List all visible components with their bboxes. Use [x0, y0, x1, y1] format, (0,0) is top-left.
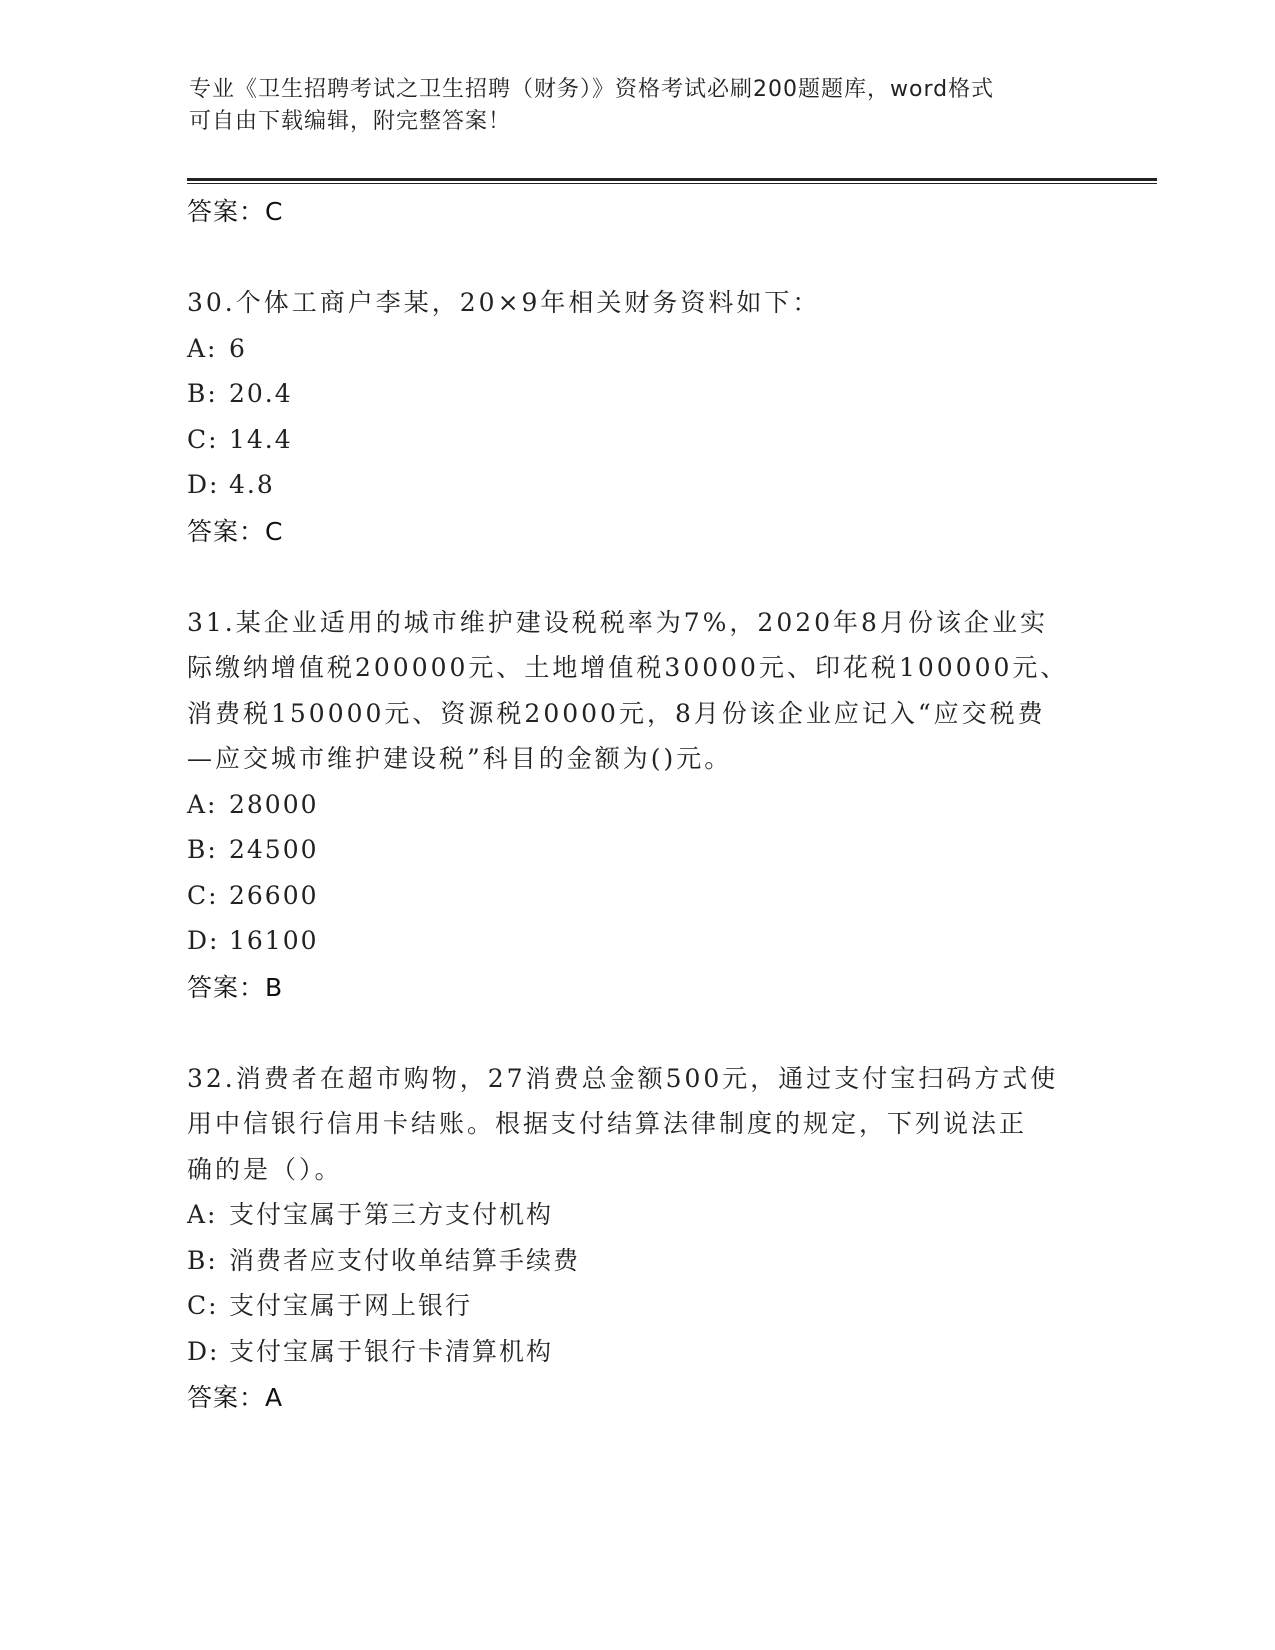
option-text: 6 [229, 333, 247, 363]
question-stem-line: 31.某企业适用的城市维护建设税税率为7%，2020年8月份该企业实 [187, 607, 1048, 637]
question-block [187, 280, 1087, 556]
option-c [187, 417, 1087, 463]
question-stem-line: —应交城市维护建设税”科目的金额为()元。 [187, 744, 733, 773]
option-d [187, 462, 1087, 508]
previous-answer: 答案：C [187, 197, 284, 226]
document-header [189, 74, 1089, 138]
option-key: A: [187, 1200, 218, 1229]
option-key: D: [187, 926, 220, 955]
option-key: A: [187, 789, 218, 819]
option-c [187, 873, 1087, 919]
document-body [187, 188, 1087, 1422]
question-stem-line: 际缴纳增值税200000元、土地增值税30000元、印花税100000元、 [187, 653, 1069, 682]
question-stem-line: 30.个体工商户李某，20×9年相关财务资料如下： [187, 288, 821, 317]
option-text: 26600 [229, 880, 319, 910]
option-key: B: [187, 379, 218, 408]
option-text: 20.4 [229, 379, 293, 408]
option-text: 支付宝属于第三方支付机构 [229, 1200, 554, 1229]
question-stem-line: 确的是（）。 [187, 1154, 343, 1184]
question-block [187, 600, 1087, 1012]
option-b [187, 1238, 1087, 1284]
option-b [187, 371, 1087, 417]
option-d [187, 918, 1087, 964]
question-stem-line: 用中信银行信用卡结账。根据支付结算法律制度的规定，下列说法正 [187, 1109, 1028, 1138]
question-stem [187, 600, 1087, 782]
option-key: C: [187, 880, 219, 910]
option-key: B: [187, 835, 218, 864]
question-stem-line: 32.消费者在超市购物，27消费总金额500元，通过支付宝扫码方式使 [187, 1063, 1059, 1093]
option-c [187, 1283, 1087, 1329]
option-key: C: [187, 1291, 219, 1320]
header-rule-thick [187, 178, 1157, 181]
option-a [187, 1192, 1087, 1238]
option-text: 消费者应支付收单结算手续费 [229, 1245, 581, 1275]
option-text: 4.8 [229, 470, 275, 499]
question-answer: 答案：C [187, 516, 284, 546]
option-text: 24500 [229, 835, 319, 864]
option-key: D: [187, 1336, 220, 1366]
option-key: D: [187, 470, 220, 499]
spacer [187, 556, 1087, 600]
question-answer: 答案：A [187, 1383, 284, 1412]
option-a [187, 782, 1087, 828]
question-stem [187, 1056, 1087, 1193]
option-text: 支付宝属于网上银行 [229, 1291, 473, 1320]
option-key: C: [187, 424, 219, 454]
question-stem-line: 消费税150000元、资源税20000元，8月份该企业应记入“应交税费 [187, 698, 1046, 728]
option-text: 16100 [229, 926, 319, 955]
option-b [187, 827, 1087, 873]
header-line-1: 专业《卫生招聘考试之卫生招聘（财务）》资格考试必刷200题题库，word格式 [189, 77, 995, 102]
spacer [187, 1012, 1087, 1056]
option-key: A: [187, 333, 218, 363]
option-text: 28000 [229, 789, 319, 819]
header-line-2: 可自由下载编辑，附完整答案！ [189, 109, 512, 134]
option-a [187, 326, 1087, 372]
question-stem [187, 280, 1087, 326]
option-text: 支付宝属于银行卡清算机构 [229, 1336, 554, 1366]
question-answer: 答案：B [187, 972, 284, 1002]
spacer [187, 236, 1087, 280]
option-d [187, 1329, 1087, 1375]
option-key: B: [187, 1245, 218, 1275]
header-rule-thin [187, 183, 1157, 184]
question-block [187, 1056, 1087, 1423]
option-text: 14.4 [229, 424, 293, 454]
